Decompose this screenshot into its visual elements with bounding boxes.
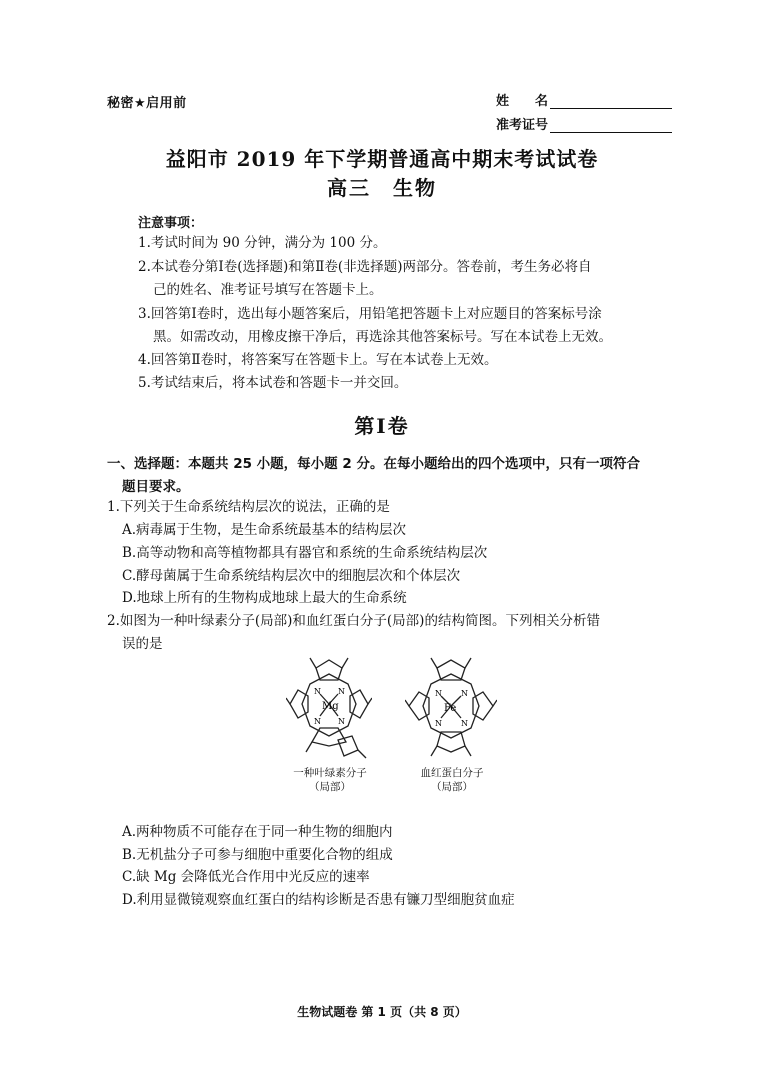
- note-item: 1.考试时间为 90 分钟，满分为 100 分。: [138, 235, 387, 251]
- name-field: [496, 90, 672, 109]
- exam-subject: 高三 生物: [327, 176, 437, 200]
- question-2-option-b: B.无机盐分子可参与细胞中重要化合物的组成: [122, 847, 393, 863]
- chlorophyll-structure-diagram: [286, 654, 372, 764]
- n-atom-label: N: [461, 689, 468, 698]
- question-1-option-d: D.地球上所有的生物构成地球上最大的生命系统: [122, 590, 407, 606]
- chlorophyll-caption: [275, 766, 385, 794]
- n-atom-label: N: [314, 687, 321, 696]
- n-atom-label: N: [435, 719, 442, 728]
- question-2-option-c: C.缺 Mg 会降低光合作用中光反应的速率: [122, 869, 370, 885]
- section-heading: 第Ⅰ卷: [354, 414, 410, 438]
- name-blank[interactable]: [550, 94, 672, 109]
- chlorophyll-caption-line2: （局部）: [309, 781, 351, 793]
- hemoglobin-caption-line2: （局部）: [431, 781, 473, 793]
- n-atom-label: N: [314, 717, 321, 726]
- question-1-option-b: B.高等动物和高等植物都具有器官和系统的生命系统结构层次: [122, 545, 488, 561]
- question-1-stem: 1.下列关于生命系统结构层次的说法，正确的是: [107, 499, 390, 515]
- question-2-stem: 2.如图为一种叶绿素分子(局部)和血红蛋白分子(局部)的结构简图。下列相关分析错: [107, 613, 600, 629]
- question-2-option-d: D.利用显微镜观察血红蛋白的结构诊断是否患有镰刀型细胞贫血症: [122, 892, 515, 908]
- question-2-stem-cont: 误的是: [122, 636, 163, 652]
- exam-id-blank[interactable]: [550, 118, 672, 133]
- n-atom-label: N: [338, 687, 345, 696]
- section-instruction: 一、选择题：本题共 25 小题，每小题 2 分。在每小题给出的四个选项中，只有一项符合: [107, 456, 640, 472]
- section-instruction-cont: 题目要求。: [122, 479, 190, 495]
- question-1-option-c: C.酵母菌属于生命系统结构层次中的细胞层次和个体层次: [122, 568, 461, 584]
- name-label: 姓 名: [496, 94, 549, 109]
- exam-title: 益阳市 2019 年下学期普通高中期末考试试卷: [165, 147, 599, 171]
- question-2-option-a: A.两种物质不可能存在于同一种生物的细胞内: [122, 824, 393, 840]
- hemoglobin-caption: [397, 766, 507, 794]
- hemoglobin-caption-line1: 血红蛋白分子: [420, 767, 484, 779]
- note-item: 4.回答第Ⅱ卷时，将答案写在答题卡上。写在本试卷上无效。: [138, 352, 498, 368]
- note-item: 黑。如需改动，用橡皮擦干净后，再选涂其他答案标号。写在本试卷上无效。: [153, 329, 612, 345]
- mg-atom-label: Mg: [322, 701, 339, 712]
- fe-atom-label: Fe: [444, 703, 457, 714]
- page-footer: 生物试题卷 第 1 页（共 8 页）: [297, 1005, 467, 1019]
- hemoglobin-structure-diagram: [405, 654, 497, 764]
- secret-label: 秘密★启用前: [107, 96, 187, 111]
- exam-id-label: 准考证号: [496, 118, 549, 133]
- question-1-option-a: A.病毒属于生物，是生命系统最基本的结构层次: [122, 522, 407, 538]
- note-item: 3.回答第Ⅰ卷时，选出每小题答案后，用铅笔把答题卡上对应题目的答案标号涂: [138, 306, 602, 322]
- note-item: 5.考试结束后，将本试卷和答题卡一并交回。: [138, 375, 408, 391]
- n-atom-label: N: [338, 717, 345, 726]
- chlorophyll-caption-line1: 一种叶绿素分子: [293, 767, 367, 779]
- n-atom-label: N: [461, 719, 468, 728]
- note-item: 己的姓名、准考证号填写在答题卡上。: [153, 282, 383, 298]
- exam-id-field: [496, 114, 672, 133]
- n-atom-label: N: [435, 689, 442, 698]
- note-item: 2.本试卷分第Ⅰ卷(选择题)和第Ⅱ卷(非选择题)两部分。答卷前，考生务必将自: [138, 259, 592, 275]
- notes-heading: 注意事项：: [138, 216, 204, 231]
